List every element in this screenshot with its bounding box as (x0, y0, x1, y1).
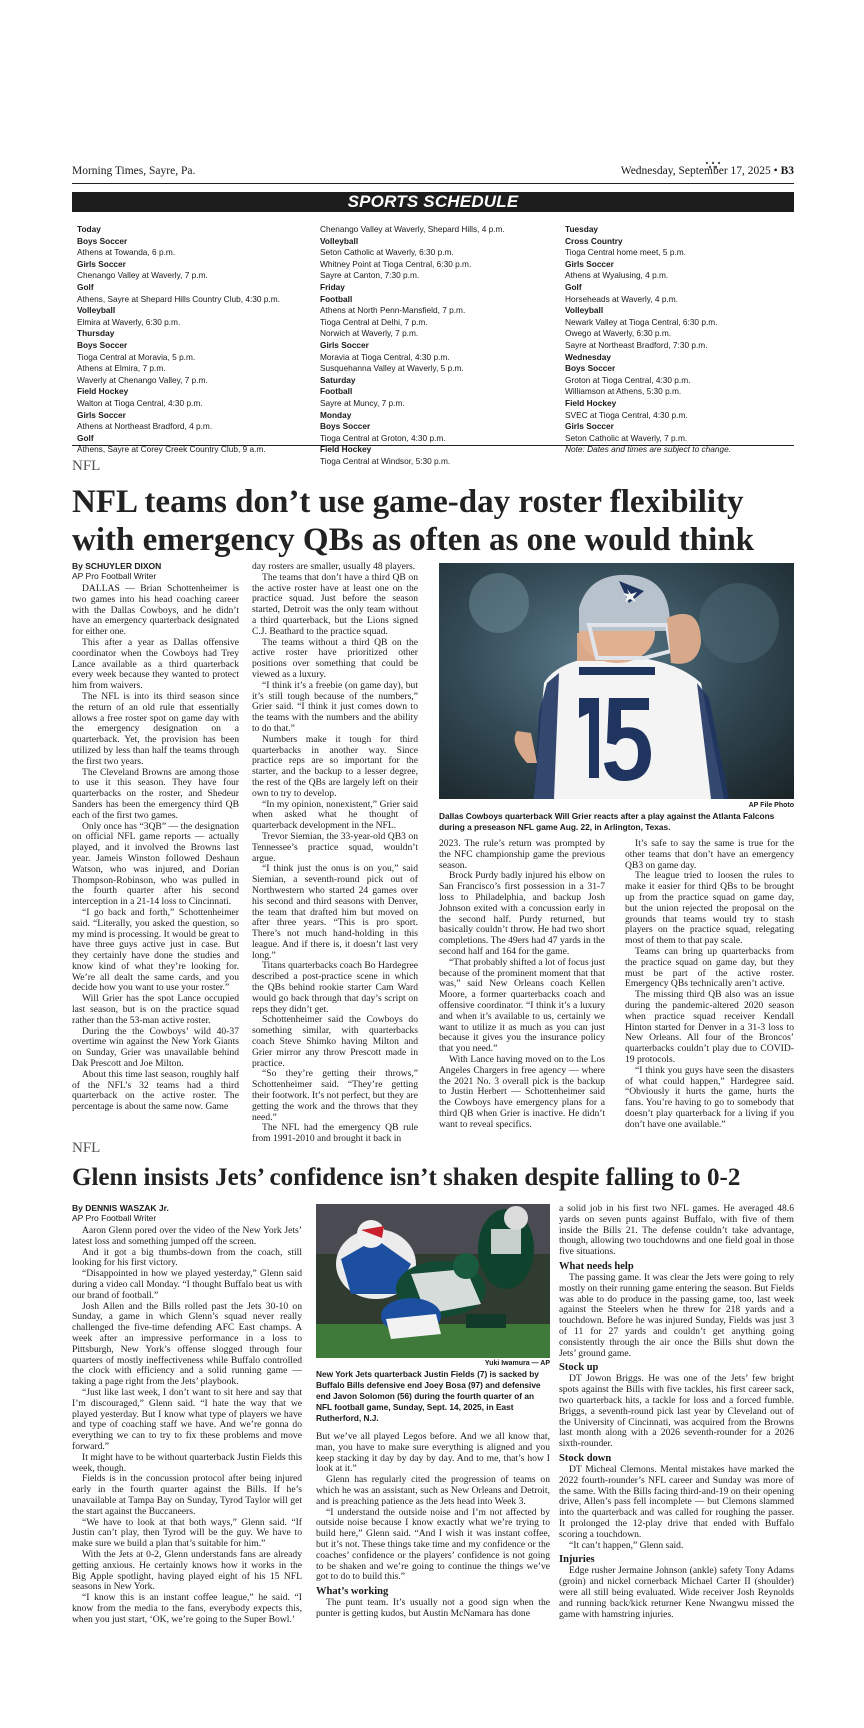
schedule-entry: Elmira at Waverly, 6:30 p.m. (77, 316, 181, 327)
page-number: B3 (780, 165, 794, 177)
paragraph: Edge rusher Jermaine Johnson (ankle) safety Tony Adams (groin) and nickel cornerback Michael Carter II (shoulder) were all still being evaluated. Wide receiver Josh Reynolds and running back/kick returner Kene Nwangwu missed the game with hamstring injuries. (559, 1565, 794, 1620)
photo-image (316, 1204, 550, 1358)
byline: By SCHUYLER DIXON AP Pro Football Writer (72, 561, 162, 581)
paragraph: Schottenheimer said the Cowboys do something similar, with quarterbacks coach Steve Shimko having Milton and Grier mirror any throw Prescott made in practice. (252, 1014, 418, 1069)
paragraph: It’s safe to say the same is true for the other teams that don’t have an emergency QB3 on game day. (625, 839, 794, 871)
schedule-entry: Waverly at Chenango Valley, 7 p.m. (77, 374, 208, 385)
subhead-stock-up: Stock up (559, 1362, 599, 1374)
article1-column-2 (252, 562, 418, 1148)
paragraph: Will Grier has the spot Lance occupied last season, but is on the practice squad rather than the 53-man active roster. (72, 993, 239, 1026)
photo2-credit: Yuki Iwamura — AP (484, 1360, 550, 1367)
schedule-heading: Boys Soccer (320, 421, 371, 432)
schedule-entry: Athens at Towanda, 6 p.m. (77, 247, 176, 258)
article-body (559, 1273, 794, 1359)
masthead (72, 165, 794, 177)
paragraph: “I go back and forth,” Schottenheimer said. “Literally, you asked the question, so my mind is processing. It would be great to have three guys active just in case. But they certainly have done the studies and know kind of what they’re looking for. We’re all dealt the same cards, and you decide how you want to use your roster.” (72, 906, 239, 994)
article-headline: NFL teams don’t use game-day roster flexibility with emergency QBs as often as one would think (72, 484, 755, 558)
schedule-entry: Susquehanna Valley at Waverly, 5 p.m. (320, 363, 464, 374)
article-body (316, 1432, 550, 1583)
paragraph: During the the Cowboys’ wild 40-37 overtime win against the New York Giants on Sunday, Grier was unavailable behind Dak Prescott and Joe Milton. (72, 1025, 239, 1070)
article-kicker: NFL (72, 458, 101, 474)
paragraph: “That probably shifted a lot of focus just because of the prominent moment that that was,” said New Orleans coach Kellen Moore, a former quarterbacks coach and offensive coordinator. “I think it’s a luxury and when it’s available to us, certainly we want to utilize it as much as you can just because it gives you the insurance policy that you need.” (439, 956, 605, 1055)
paragraph: Titans quarterbacks coach Bo Hardegree described a post-practice scene in which the QBs behind rookie starter Cam Ward would go back through that day’s script on reps they didn’t get. (252, 960, 418, 1015)
paragraph: Brock Purdy badly injured his elbow on San Francisco’s first possession in a 31-7 loss to Philadelphia, and backup Josh Johnson exited with a concussion early in the second half. Purdy returned, but basically couldn’t throw. He had two short completions. The 49ers had 47 yards in the second half and 164 for the game. (439, 870, 605, 957)
schedule-heading: Field Hockey (565, 397, 617, 408)
paragraph: Aaron Glenn pored over the video of the New York Jets’ latest loss and something jumped off the screen. (72, 1225, 302, 1247)
paragraph: DALLAS — Brian Schottenheimer is two games into his head coaching career with the Dallas Cowboys, and he didn’t have an emergency quarterback designated for either one. (72, 583, 239, 638)
subhead-needs-help: What needs help (559, 1260, 634, 1272)
schedule-heading: Girls Soccer (77, 258, 126, 269)
paragraph: The league tried to loosen the rules to make it easier for third QBs to be brought up from the practice squad on game day, but the union rejected the proposal on the grounds that teams would try to stash players on the practice squad, relegating most of them to that pay scale. (625, 870, 794, 947)
schedule-entry: Tioga Central at Groton, 4:30 p.m. (320, 432, 446, 443)
paragraph: The punt team. It’s usually not a good sign when the punter is getting kudos, but Austin McNamara has done (316, 1597, 550, 1619)
article1-column-4 (625, 839, 794, 1147)
schedule-entry: Owego at Waverly, 6:30 p.m. (565, 328, 672, 339)
schedule-entry: Athens at Wyalusing, 4 p.m. (565, 270, 669, 281)
schedule-entry: Seton Catholic at Waverly, 7 p.m. (565, 432, 688, 443)
schedule-heading: Girls Soccer (565, 421, 614, 432)
schedule-entry: Athens, Sayre at Corey Creek Country Club, 9 a.m. (77, 444, 266, 455)
paragraph: Fields is in the concussion protocol after being injured early in the fourth quarter against the Bills. If he’s unavailable at Tampa Bay on Sunday, Tyrod Taylor will get the start against the Buccaneers. (72, 1473, 302, 1517)
schedule-banner: SPORTS SCHEDULE (72, 192, 794, 212)
paragraph: Trevor Siemian, the 33-year-old QB3 on Tennessee’s practice squad, wouldn’t argue. (252, 830, 418, 864)
subhead-whats-working: What’s working (316, 1586, 389, 1598)
paragraph: It might have to be without quarterback Justin Fields this week, though. (72, 1451, 302, 1474)
article2-column-2 (316, 1432, 550, 1677)
paragraph: “In my opinion, nonexistent,” Grier said when asked what he thought of quarterback development in the NFL. (252, 798, 418, 832)
schedule-heading: Field Hockey (320, 444, 372, 455)
schedule-entry: Tioga Central at Moravia, 5 p.m. (77, 351, 196, 362)
schedule-heading: Saturday (320, 374, 356, 385)
paragraph: “It can’t happen,” Glenn said. (569, 1539, 684, 1551)
schedule-entry: Athens at North Penn-Mansfield, 7 p.m. (320, 305, 466, 316)
paragraph: With Lance having moved on to the Los Angeles Chargers in free agency — where the 2021 No. 3 overall pick is the backup to Justin Herbert — Schottenheimer said the Cowboys have emergency plans for a third QB when Grier is inactive. He didn’t want to reveal specifics. (439, 1053, 605, 1130)
article-body (72, 584, 239, 1113)
masthead-rule (72, 183, 794, 184)
schedule-heading: Volleyball (565, 305, 604, 316)
schedule-heading: Golf (565, 281, 582, 292)
cowboys-qb-photo (439, 563, 794, 799)
schedule-entry: Tioga Central home meet, 5 p.m. (565, 247, 686, 258)
paragraph: Josh Allen and the Bills rolled past the Jets 30-10 on Sunday, a game in which Glenn’s squad never really challenged the five-time defending AFC East champs. A week after an impressive performance in a loss to Pittsburgh, New York’s offense slogged through four quarters of mostly ineffectiveness while Buffalo controlled the clock with efficiency and a solid running game — taking a page right from the Jets’ playbook. (72, 1300, 302, 1388)
schedule-entry: Norwich at Waverly, 7 p.m. (320, 328, 419, 339)
photo-image (439, 563, 794, 799)
schedule-heading: Girls Soccer (320, 339, 369, 350)
schedule-heading: Boys Soccer (77, 339, 128, 350)
schedule-column-3 (565, 224, 795, 456)
paragraph: With the Jets at 0-2, Glenn understands fans are already getting anxious. He certainly knows how it works in the Big Apple spotlight, having played eight of his 15 NFL seasons in New York. (72, 1548, 302, 1593)
paragraph: The missing third QB also was an issue during the pandemic-altered 2020 season when practice squad receiver Kendall Hinton started for Denver in a 31-3 loss to New Orleans. All four of the Broncos’ quarterbacks couldn’t play due to COVID-19 protocols. (625, 989, 794, 1065)
schedule-column-1 (77, 224, 317, 456)
paragraph: “Just like last week, I don’t want to sit here and say that I’m discouraged,” Glenn said. “I hate the way that we played yesterday. But I know what type of players we have and type of coaching staff we have. And we’re gonna do everything we can to try to fix these problems and move forward.” (72, 1386, 302, 1452)
subhead-stock-down: Stock down (559, 1452, 612, 1464)
photo2-caption: New York Jets quarterback Justin Fields (7) is sacked by Buffalo Bills defensive end Joey Bosa (97) and defensive end Javon Solomon (56) during the fourth quarter of an NFL football game, Sunday, Sept. 14, 2025, in East Rutherford, N.J. (316, 1369, 541, 1423)
schedule-rule (72, 445, 794, 446)
schedule-entry: Athens at Northeast Bradford, 4 p.m. (77, 421, 213, 432)
paragraph: Only once has “3QB” — the designation on official NFL game reports — actually played, and it involved the Browns last year. Jameis Winston followed Deshaun Watson, who was injured, and Dorian Thompson-Robinson, who was pulled in the fourth quarter after his second interception in a 21-14 loss to Cincinnati. (72, 820, 239, 908)
schedule-heading: Thursday (77, 328, 115, 339)
schedule-heading: Football (320, 386, 353, 397)
article-body (625, 839, 794, 1131)
paragraph: About this time last season, roughly half of the NFL’s 32 teams had a third quarterback on the active roster. The percentage is about the same now. Game (72, 1068, 239, 1113)
schedule-heading: Friday (320, 281, 345, 292)
paragraph: The NFL is into its third season since the return of an old rule that essentially allows a free roster spot on game day with the emergency designation on a quarterback. Yet, the provision has been utilized by less than half the teams through the first two years. (72, 690, 239, 767)
schedule-heading: Volleyball (77, 305, 116, 316)
article-body (559, 1465, 794, 1551)
paragraph: “I think you guys have seen the disasters of what could happen,” Hardegree said. “Obviously it hurts the game, hurts the fans. You’re having to go to somebody that doesn’t play quarterback for a living if you don’t have one available.” (625, 1064, 794, 1130)
article-body (439, 839, 605, 1131)
schedule-column-2 (320, 224, 560, 467)
paragraph: “So they’re getting their throws,” Schottenheimer said. “They’re getting their footwork. It’s not perfect, but they are getting the work and the throws that they need.” (252, 1068, 418, 1123)
page-date: Wednesday, September 17, 2025 • B3 (620, 165, 794, 177)
schedule-heading: Wednesday (565, 351, 611, 362)
paragraph: “I think it’s a freebie (on game day), but it’s still tough because of the numbers,” Grier said. “I think it just comes down to the teams with the numbers and the ability to do that.” (252, 679, 418, 734)
schedule-entry: Whitney Point at Tioga Central, 6:30 p.m. (320, 258, 472, 269)
paragraph: And it got a big thumbs-down from the coach, still looking for his first victory. (72, 1246, 302, 1269)
paragraph: Numbers make it tough for third quarterbacks in another way. Since practice reps are so important for the starter, and the backup to a lesser degree, the rest of the QBs are largely left on their own to try to develop. (252, 733, 418, 799)
schedule-note: Note: Dates and times are subject to change. (565, 444, 732, 455)
paper-name: Morning Times, Sayre, Pa. (72, 165, 196, 177)
article-body (559, 1204, 794, 1258)
paragraph: “I understand the outside noise and I’m not affected by outside noise because I know exactly what we’re trying to build here,” Glenn said. “And I wish it was instant coffee, but it’s not. These things take time and my confidence or the coaches’ confidence or the players’ confidence is not going to be shaken and we’re going to continue the things we’ve got to do to build this.” (316, 1506, 550, 1583)
schedule-heading: Golf (77, 432, 94, 443)
schedule-entry: Williamson at Athens, 5:30 p.m. (565, 386, 682, 397)
paragraph: 2023. The rule’s return was prompted by the NFC championship game the previous season. (439, 839, 605, 871)
schedule-entry: SVEC at Tioga Central, 4:30 p.m. (565, 409, 688, 420)
article2-headline: Glenn insists Jets’ confidence isn’t shaken despite falling to 0-2 (72, 1164, 741, 1191)
schedule-entry: Seton Catholic at Waverly, 6:30 p.m. (320, 247, 454, 258)
paragraph: The Cleveland Browns are among those to use it this season. They have four quarterbacks on the roster, and Shedeur Sanders has been the emergency third QB each of the first two games. (72, 766, 239, 821)
article-body (252, 562, 418, 1145)
schedule-entry: Chenango Valley at Waverly, Shepard Hills, 4 p.m. (320, 224, 505, 234)
schedule-entry: Horseheads at Waverly, 4 p.m. (565, 293, 678, 304)
schedule-heading: Girls Soccer (77, 409, 126, 420)
article2-column-1 (72, 1203, 302, 1673)
paragraph: DT Micheal Clemons. Mental mistakes have marked the 2022 fourth-rounder’s NFL career and Sunday was more of the same. With the Bills facing third-and-19 on their opening drive, Allen’s pass fell incomplete — but Clemons slammed into the quarterback and was called for roughing the passer. It prolonged the 12-play drive that ended with Buffalo scoring a touchdown. (559, 1463, 794, 1540)
article1-column-1 (72, 561, 239, 1147)
schedule-entry: Athens at Elmira, 7 p.m. (77, 363, 166, 374)
photo-caption: Dallas Cowboys quarterback Will Grier reacts after a play against the Atlanta Falcons during a preseason NFL game Aug. 22, in Arlington, Texas. (439, 811, 775, 832)
byline: By DENNIS WASZAK Jr. AP Pro Football Writer (72, 1203, 169, 1223)
article-body (559, 1374, 794, 1450)
paragraph: “Disappointed in how we played yesterday,” Glenn said during a video call Monday. “I thought Buffalo beat us with our brand of football.” (72, 1268, 302, 1301)
schedule-heading: Volleyball (320, 235, 359, 246)
paragraph: But we’ve all played Legos before. And we all know that, man, you have to make sure everything is aligned and you keep stacking it day by day by day. And to me, that’s how I look at it.” (316, 1432, 550, 1475)
paragraph: Teams can bring up quarterbacks from the practice squad on game day, but they must be part of the active roster. Emergency QBs technically aren’t active. (625, 945, 794, 990)
article2-column-3 (559, 1204, 794, 1679)
article-body (316, 1598, 550, 1620)
schedule-heading: Golf (77, 281, 94, 292)
article-body (559, 1566, 794, 1620)
schedule-entry: Sayre at Northeast Bradford, 7:30 p.m. (565, 339, 708, 350)
schedule-heading: Monday (320, 409, 352, 420)
paragraph: DT Jowon Briggs. He was one of the Jets’ few bright spots against the Bills with five tackles, his first career sack, two quarterback hits, a tackle for loss and a forced fumble. Briggs, a seventh-round pick last year by Cleveland out of the University of Cincinnati, was acquired from the Browns last month along with a 2026 seventh-rounder for a 2026 sixth-rounder. (559, 1373, 794, 1450)
schedule-entry: Tioga Central at Delhi, 7 p.m. (320, 316, 428, 327)
paragraph: The NFL had the emergency QB rule from 1991-2010 and brought it back in (252, 1122, 418, 1145)
paragraph: The teams that don’t have a third QB on the active roster have at least one on the practice squad. Just before the season started, Detroit was the only team without a third quarterback, but the Lions signed C.J. Beathard to the practice squad. (252, 571, 418, 637)
paragraph: This after a year as Dallas offensive coordinator when the Cowboys had Trey Lance available as a third quarterback every week because they wanted to protect him from waivers. (72, 636, 239, 692)
schedule-entry: Sayre at Muncy, 7 p.m. (320, 397, 405, 408)
schedule-heading: Field Hockey (77, 386, 129, 397)
schedule-heading: Football (320, 293, 353, 304)
article1-column-3 (439, 839, 605, 1147)
schedule-heading: Boys Soccer (77, 235, 128, 246)
paragraph: “I know this is an instant coffee league,” he said. “I know from the media to the fans, everybody expects this, when you just start, ‘OK, we’re going to the Super Bowl.’ (72, 1592, 302, 1625)
article-body (72, 1226, 302, 1625)
schedule-entry: Newark Valley at Tioga Central, 6:30 p.m. (565, 316, 718, 327)
jets-bills-photo (316, 1204, 550, 1358)
schedule-entry: Tioga Central at Windsor, 5:30 p.m. (320, 455, 451, 466)
article2-kicker: NFL (72, 1140, 101, 1156)
schedule-entry: Athens, Sayre at Shepard Hills Country Club, 4:30 p.m. (77, 293, 280, 304)
paragraph: The teams without a third QB on the active roster have prioritized other positions over something that could be viewed as a luxury. (252, 636, 418, 680)
schedule-heading: Tuesday (565, 224, 599, 234)
schedule-entry: Sayre at Canton, 7:30 p.m. (320, 270, 420, 281)
schedule-entry: Chenango Valley at Waverly, 7 p.m. (77, 270, 208, 281)
paragraph: The passing game. It was clear the Jets were going to rely mostly on their running game entering the season. But Fields was able to do produce in the passing game, too, last week against the Steelers when he threw for 218 yards and a touchdown. Before he was injured Sunday, Fields was just 3 of 11 for 27 yards and couldn’t get anything going consistently through the air once the Bills shut down the Jets’ ground game. (559, 1271, 794, 1359)
schedule-heading: Boys Soccer (565, 363, 616, 374)
paragraph: “We have to look at that both ways,” Glenn said. “If Justin can’t play, then Tyrod will be the guy. We have to make sure we build a plan that’s suitable for him.” (72, 1516, 302, 1550)
schedule-heading: Girls Soccer (565, 258, 614, 269)
schedule-entry: Walton at Tioga Central, 4:30 p.m. (77, 397, 203, 408)
paragraph: Glenn has regularly cited the progression of teams on which he was an assistant, such as New Orleans and Detroit, and is preaching patience as the Jets head into Week 3. (316, 1474, 550, 1507)
schedule-heading: Cross Country (565, 235, 623, 246)
paragraph: a solid job in his first two NFL games. He averaged 48.6 yards on seven punts against Buffalo, with five of them inside the Bills 21. The defense couldn’t take advantage, though, allowing two touchdowns and one field goal in those five situations. (559, 1204, 794, 1258)
schedule-heading: Today (77, 224, 101, 234)
paragraph: “I think just the onus is on you,” said Siemian, a seventh-round pick out of Northwestern who started 24 games over his second and third seasons with Denver, the team that drafted him but moved on after three years. “This is pro sport. There’s not much hand-holding in this league. And if there is, it doesn’t last very long.” (252, 863, 418, 961)
schedule-entry: Moravia at Tioga Central, 4:30 p.m. (320, 351, 450, 362)
subhead-injuries: Injuries (559, 1554, 595, 1566)
schedule-entry: Groton at Tioga Central, 4:30 p.m. (565, 374, 691, 385)
paragraph: day rosters are smaller, usually 48 players. (252, 562, 416, 572)
photo-credit: AP File Photo (748, 802, 794, 809)
